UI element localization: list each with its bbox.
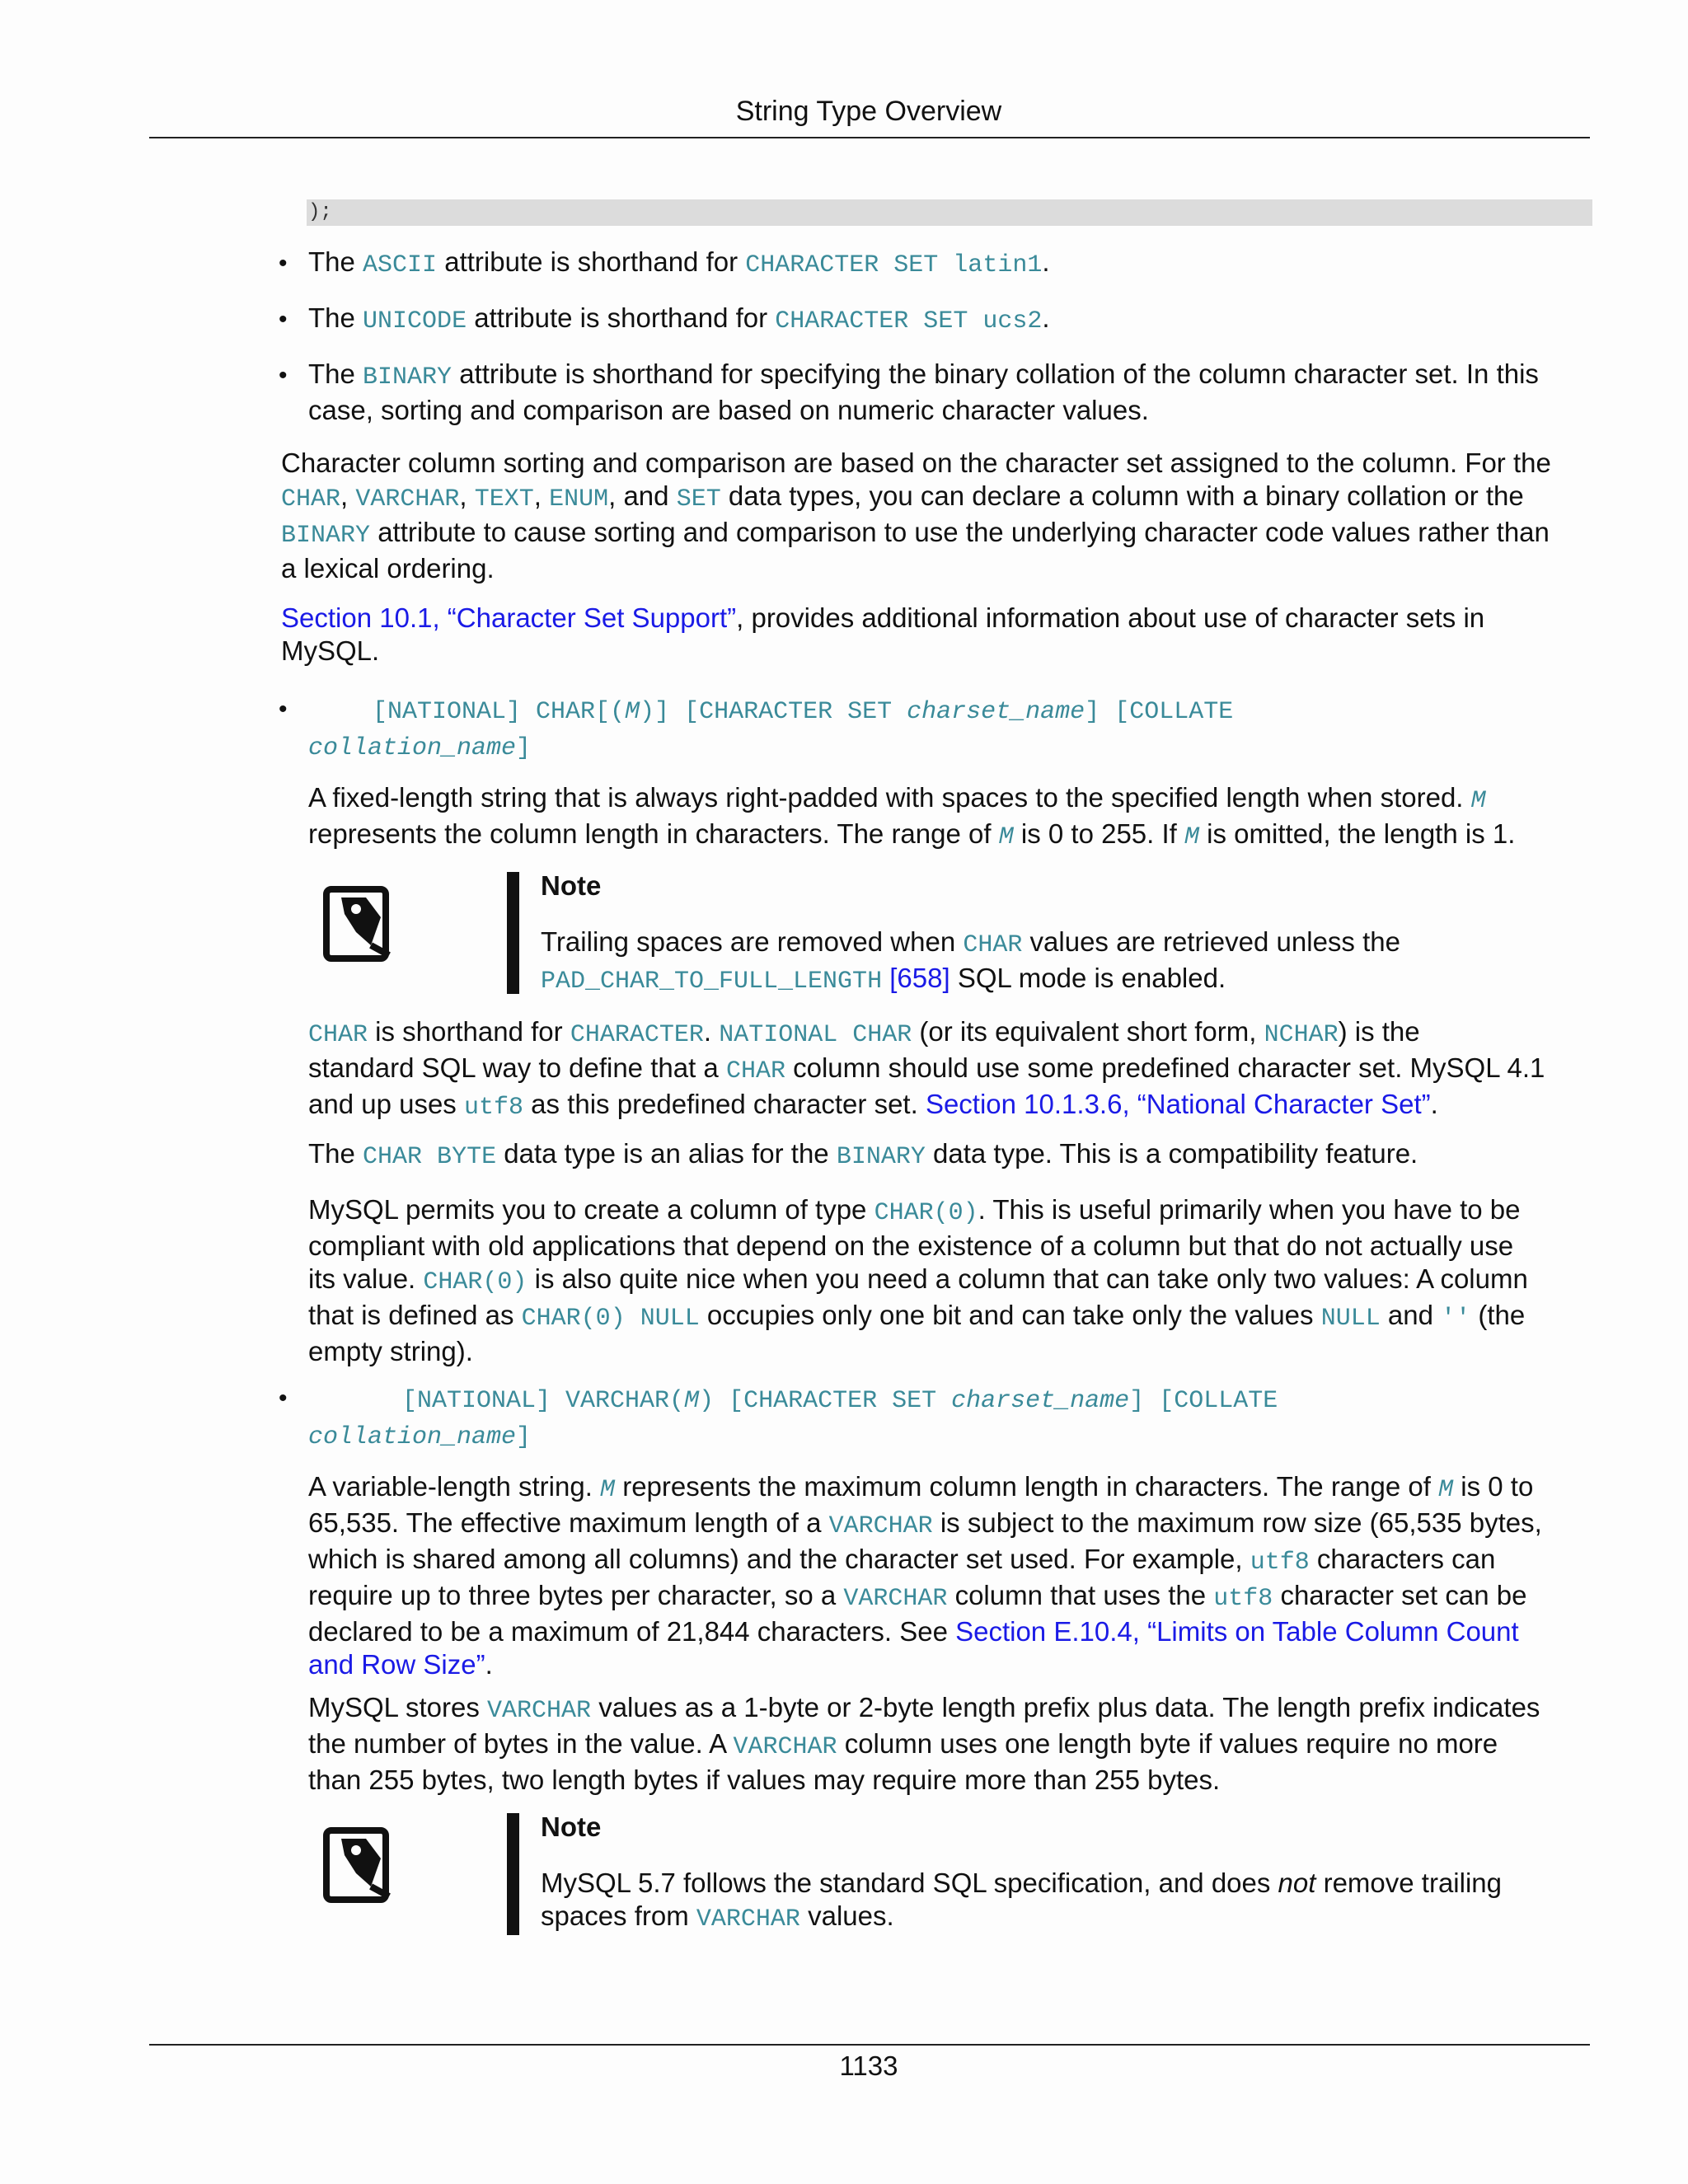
national-charset-link[interactable]: Section 10.1.3.6, “National Character Set” (925, 1089, 1431, 1119)
paragraph-char-shorthand: CHAR is shorthand for CHARACTER. NATIONAL CHAR (or its equivalent short form, NCHAR) is the standard SQL way to define that a CHAR column should use some predefined character set. MySQL 4.1 and up uses utf8 as this predefined character set. Section 10.1.3.6, “National Character Set”. (308, 1016, 1545, 1122)
bullet-marker: • (279, 306, 288, 333)
note-title: Note (541, 1811, 602, 1842)
paragraph-varchar-storage: MySQL stores VARCHAR values as a 1-byte or 2-byte length prefix plus data. The length prefix indicates the number of bytes in the value. A VARCHAR column uses one length byte if values require no more than 255 bytes, two length bytes if values may require more than 255 bytes. (308, 1692, 1540, 1795)
note-title: Note (541, 870, 602, 901)
paragraph-section-ref: Section 10.1, “Character Set Support”, provides additional information about use of character sets in MySQL. (281, 602, 1485, 666)
note-icon (323, 886, 394, 962)
note-body: MySQL 5.7 follows the standard SQL specification, and does not remove trailing spaces from VARCHAR values. (541, 1868, 1503, 1933)
paragraph-char-byte: The CHAR BYTE data type is an alias for the BINARY data type. This is a compatibility feature. (308, 1138, 1418, 1171)
bullet-marker: • (279, 1385, 288, 1412)
bullet-ascii: The ASCII attribute is shorthand for CHARACTER SET latin1. (308, 246, 1050, 279)
limits-section-link-cont[interactable]: and Row Size” (308, 1649, 485, 1680)
footer-rule (149, 2044, 1590, 2046)
note-sidebar-bar (507, 1813, 519, 1935)
bullet-marker: • (279, 250, 288, 277)
note-icon (323, 1827, 394, 1903)
bullet-unicode: The UNICODE attribute is shorthand for CHARACTER SET ucs2. (308, 302, 1050, 335)
paragraph-char-zero: MySQL permits you to create a column of type CHAR(0). This is useful primarily when you have to be compliant with old applications that depend on the existence of a column but that do not actually use its value. CHAR(0) is also quite nice when you need a column that can take only two values: A column that is defined as CHAR(0) NULL occupies only one bit and can take only the values NULL and '' (the empty string). (308, 1194, 1528, 1366)
paragraph-sorting: Character column sorting and comparison are based on the character set assigned to the column. For the CHAR, VARCHAR, TEXT, ENUM, and SET data types, you can declare a column with a binary collation or the BINARY attribute to cause sorting and comparison to use the underlying character code values rather than a lexical ordering. (281, 448, 1551, 583)
limits-section-link[interactable]: Section E.10.4, “Limits on Table Column Count (955, 1616, 1519, 1647)
header-rule (149, 137, 1590, 138)
sql-mode-link[interactable]: [658] (882, 963, 950, 993)
paragraph-varchar-length: A variable-length string. M represents the maximum column length in characters. The range of M is 0 to 65,535. The effective maximum length of a VARCHAR is subject to the maximum row size (65,535 bytes, which is shared among all columns) and the character set used. For example, utf8 characters can require up to three bytes per character, so a VARCHAR column that uses the utf8 character set can be declared to be a maximum of 21,844 characters. See Section E.10.4, “Limits on Table Column Count and Row Size”. (308, 1471, 1542, 1680)
varchar-signature: [NATIONAL] VARCHAR(M) [CHARACTER SET charset_name] [COLLATE collation_name] (308, 1387, 1278, 1451)
bullet-marker: • (279, 696, 288, 723)
page-header-title: String Type Overview (735, 96, 1002, 127)
bullet-binary: The BINARY attribute is shorthand for specifying the binary collation of the column character set. In this case, sorting and comparison are based on numeric character values. (308, 359, 1539, 425)
code-block-tail: ); (307, 199, 1592, 226)
note-body: Trailing spaces are removed when CHAR values are retrieved unless the PAD_CHAR_TO_FULL_LENGTH [658] SQL mode is enabled. (541, 926, 1400, 996)
bullet-marker: • (279, 362, 288, 389)
section-10-1-link[interactable]: Section 10.1, “Character Set Support” (281, 602, 737, 633)
page-number: 1133 (839, 2050, 898, 2081)
note-sidebar-bar (507, 872, 519, 994)
char-description: A fixed-length string that is always right-padded with spaces to the specified length when stored. M represents the column length in characters. The range of M is 0 to 255. If M is omitted, the length is 1. (308, 782, 1516, 851)
char-signature: [NATIONAL] CHAR[(M)] [CHARACTER SET charset_name] [COLLATE collation_name] (308, 698, 1234, 762)
